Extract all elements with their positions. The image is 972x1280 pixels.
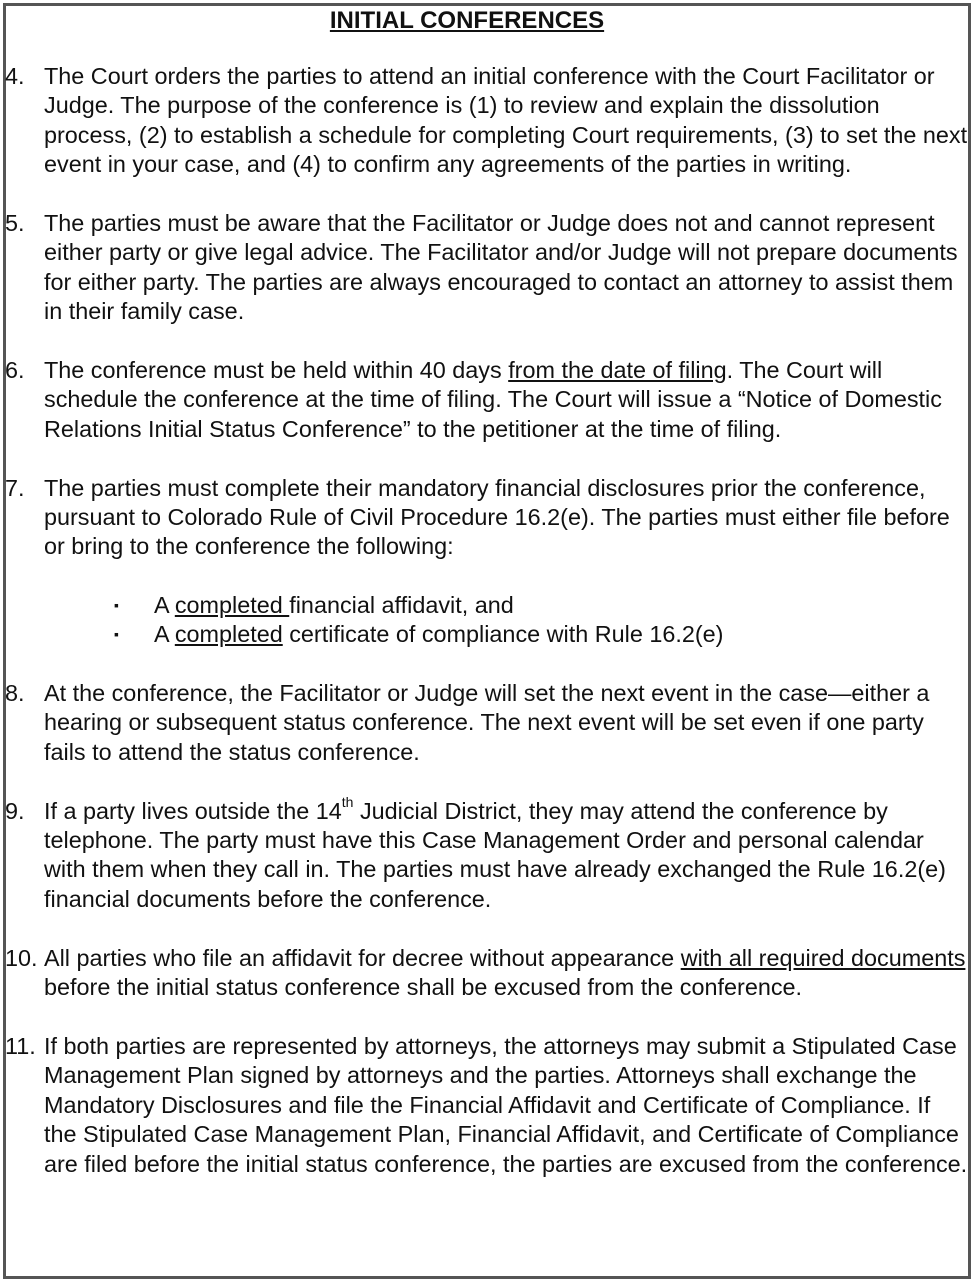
list-item	[0, 356, 972, 444]
list-item	[0, 474, 972, 650]
item-number: 4.	[5, 63, 25, 89]
item-text: If both parties are represented by attorneys, the attorneys may submit a Stipulated Case Management Plan signed by attorneys and the parties. Attorneys shall exchange the Mandatory Disclosures and file the Financial Affidavit and Certificate of Compliance. If the Stipulated Case Management Plan, Financial Affidavit, and Certificate of Compliance are filed before the initial status conference, the parties are excused from the conference.	[44, 1032, 968, 1177]
item-text: The Court orders the parties to attend an initial conference with the Court Facilitator or Judge. The purpose of the conference is (1) to review and explain the dissolution process, (2) to establish a schedule for completing Court requirements, (3) to set the next event in your case, and (4) to confirm any agreements of the parties in writing.	[44, 63, 968, 178]
bullet-square-icon: ▪	[114, 626, 119, 643]
item-text: The parties must be aware that the Facilitator or Judge does not and cannot represent either party or give legal advice. The Facilitator and/or Judge will not prepare documents for either party. The parties are always encouraged to contact an attorney to assist them in their family case.	[44, 210, 958, 325]
list-item	[0, 209, 972, 327]
bullet-text-post: financial affidavit, and	[289, 591, 514, 618]
bullet-text-pre: A	[154, 591, 175, 618]
required-documents-list	[0, 591, 968, 650]
underlined-phrase: completed	[174, 591, 290, 618]
page-title: INITIAL CONFERENCES	[329, 7, 605, 34]
bullet-item	[0, 591, 968, 620]
item-number: 6.	[5, 357, 25, 384]
ordinal-suffix: th	[341, 793, 354, 810]
item-number: 7.	[5, 474, 25, 501]
item-text: At the conference, the Facilitator or Judge will set the next event in the case—either a hearing or subsequent status conference. The next event will be set even if one party fails to attend the status conference.	[44, 680, 930, 765]
item-number: 8.	[5, 680, 25, 707]
underlined-phrase: from the date of filing	[508, 357, 727, 384]
item-text-post: Judicial District, they may attend the conference by telephone. The party must have this Case Management Order and personal calendar with them when they call in. The parties must have already exchanged the Rule 16.2(e) financial documents before the conference.	[44, 797, 946, 912]
item-text: The parties must complete their mandatory financial disclosures prior the conference, pursuant to Colorado Rule of Civil Procedure 16.2(e). The parties must either file before or bring to the conference the following:	[44, 474, 950, 560]
list-item	[0, 944, 972, 1003]
item-number: 5.	[5, 210, 25, 237]
item-number: 9.	[5, 797, 25, 824]
list-item	[0, 679, 972, 767]
item-text-post: before the initial status conference shall be excused from the conference.	[44, 974, 803, 1001]
underlined-phrase: completed	[174, 621, 283, 648]
list-item	[0, 793, 972, 915]
list-item	[0, 1032, 972, 1179]
bullet-text-post: certificate of compliance with Rule 16.2(e)	[282, 621, 724, 648]
item-text-pre: All parties who file an affidavit for decree without appearance	[44, 944, 681, 971]
item-number: 11.	[5, 1032, 36, 1059]
conference-rules-list	[0, 62, 972, 1179]
item-text-pre: The conference must be held within 40 days	[44, 357, 509, 384]
bullet-square-icon: ▪	[114, 596, 119, 613]
item-text-pre: If a party lives outside the 14	[44, 797, 342, 824]
list-item	[0, 62, 972, 180]
underlined-phrase: with all required documents	[680, 944, 966, 971]
bullet-text-pre: A	[154, 621, 175, 648]
bullet-item	[0, 620, 968, 649]
item-number: 10.	[5, 944, 38, 971]
item-text-post: . The Court will schedule the conference at the time of filing. The Court will issue a “Notice of Domestic Relations Initial Status Conference” to the petitioner at the time of filing.	[44, 357, 942, 442]
